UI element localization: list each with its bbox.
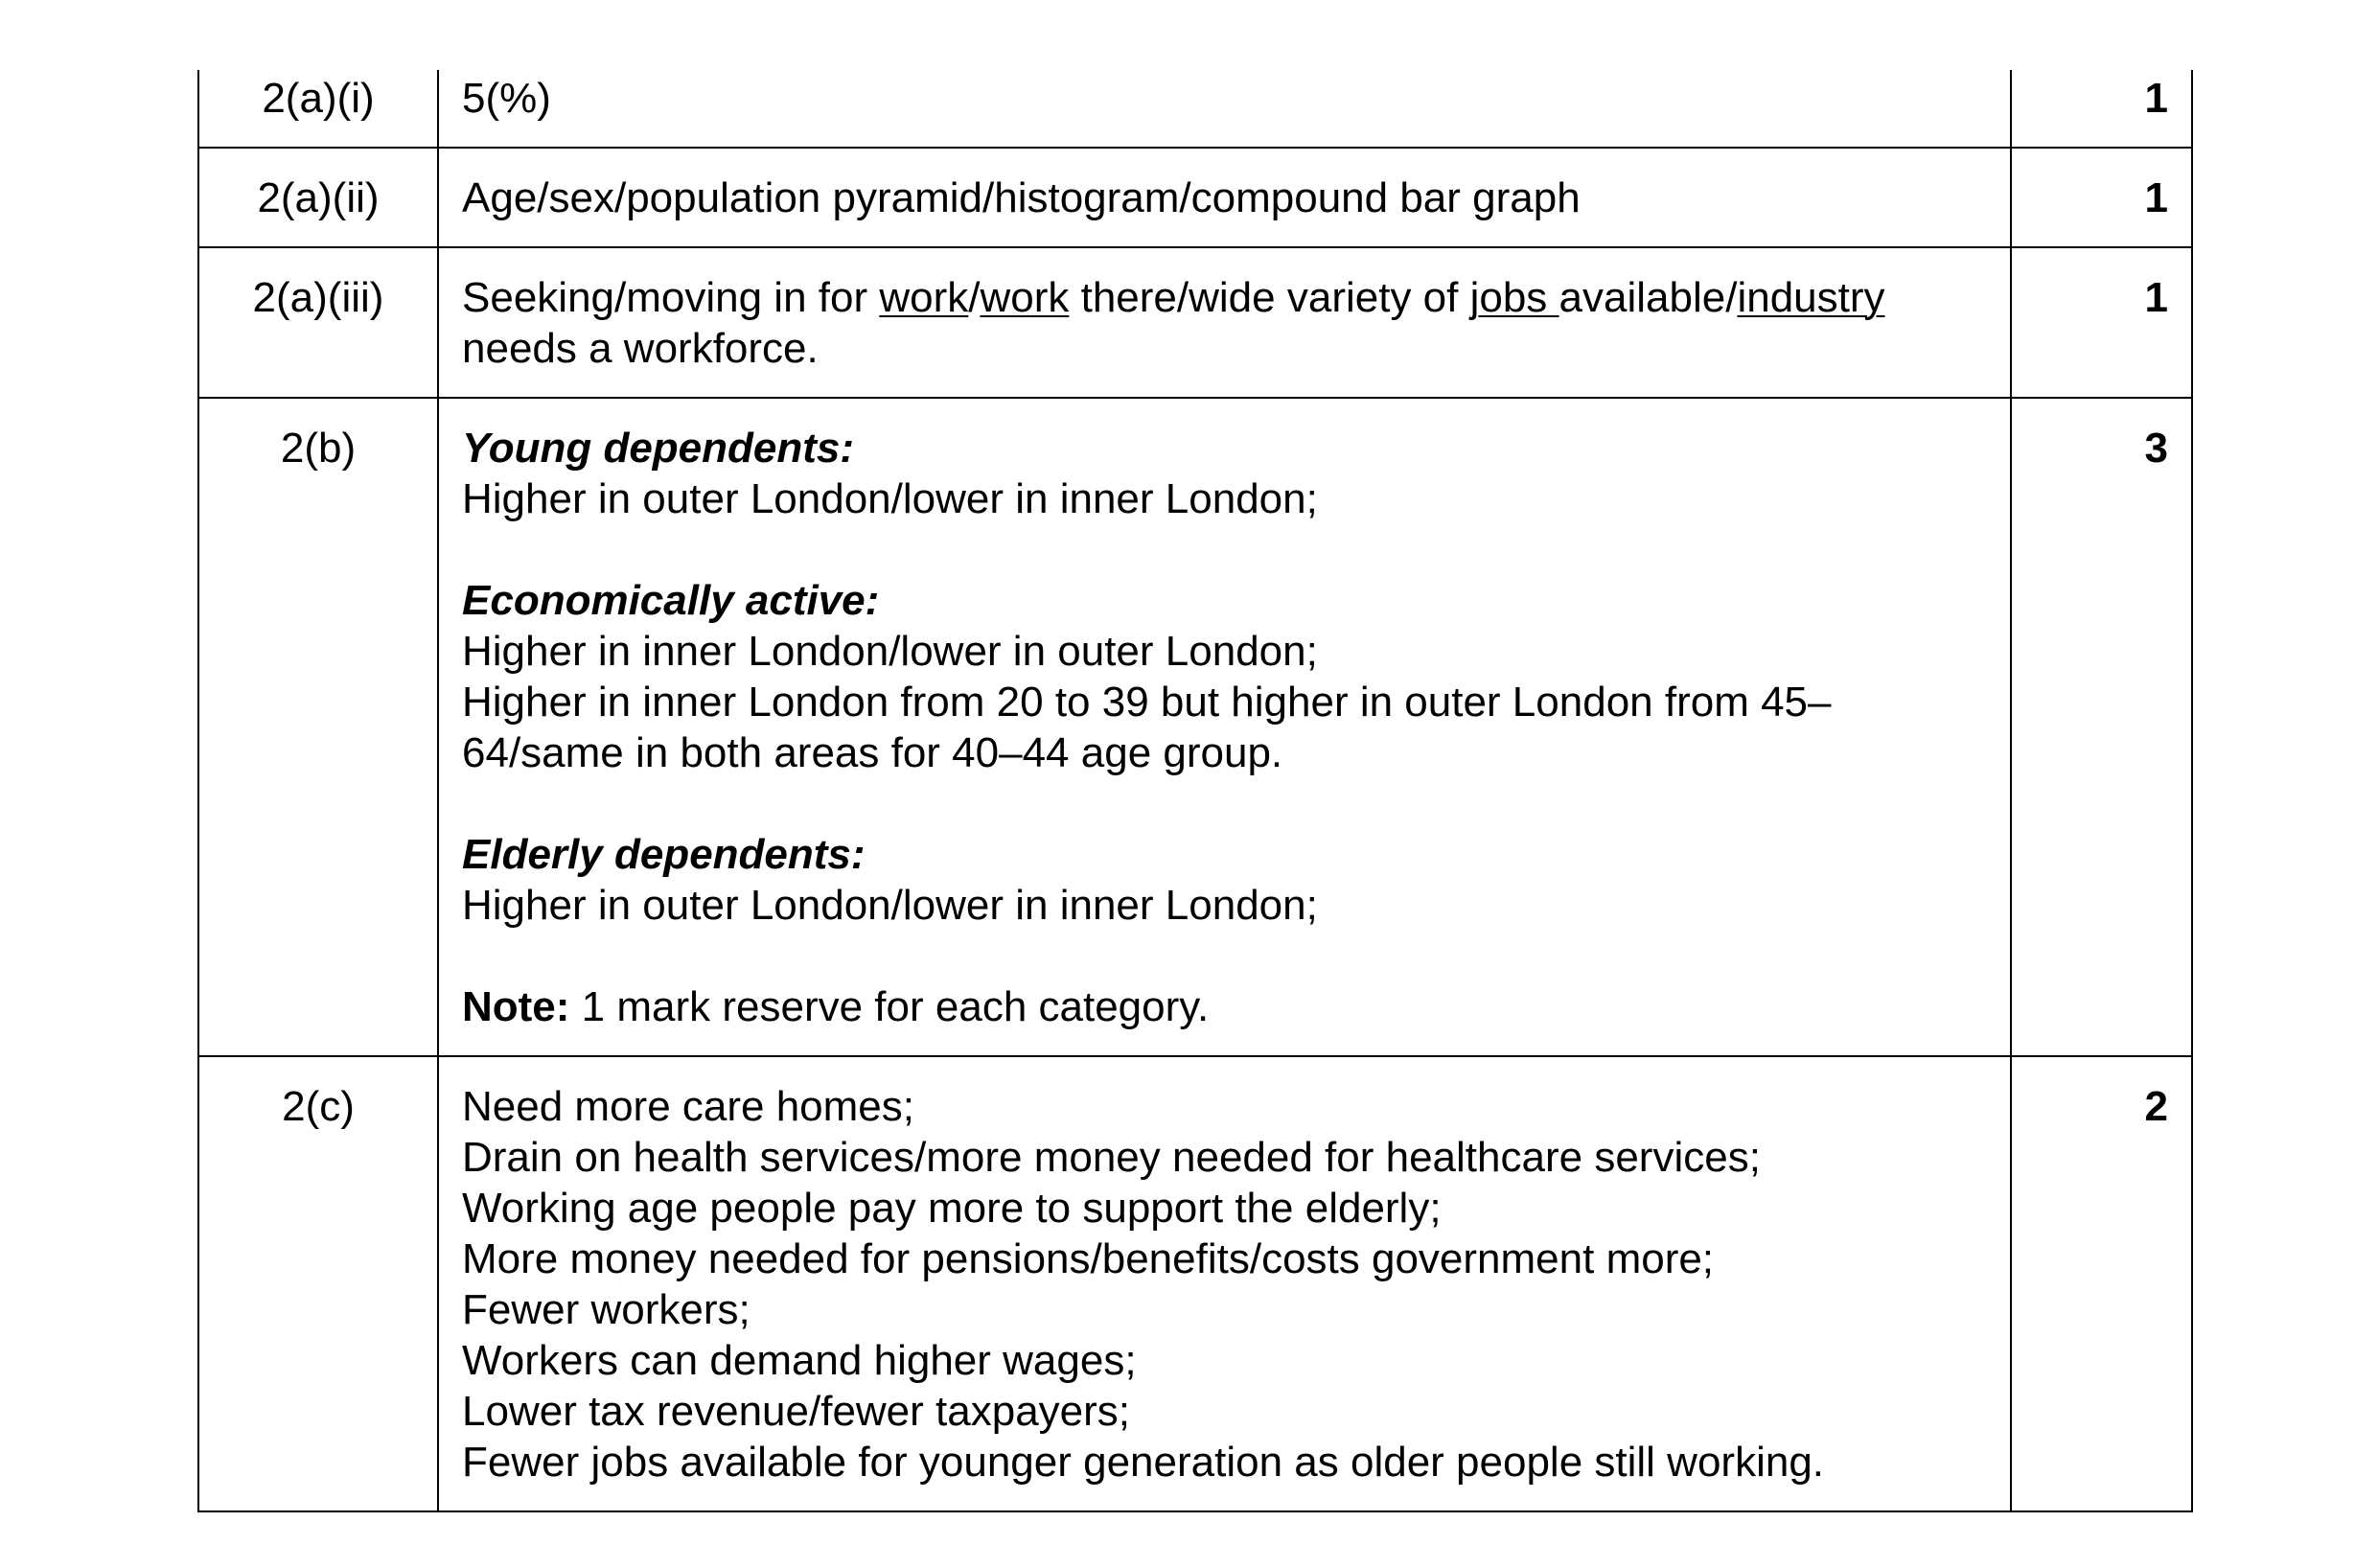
underlined-keyword: jobs bbox=[1469, 274, 1559, 321]
table-row bbox=[198, 247, 2192, 398]
marks-cell: 2 bbox=[2011, 1056, 2192, 1511]
answer-line: Higher in outer London/lower in inner London; bbox=[462, 882, 1318, 929]
answer-cell bbox=[438, 398, 2011, 1056]
answer-line: Drain on health services/more money needed for healthcare services; bbox=[462, 1134, 1761, 1181]
answer-line: 64/same in both areas for 40–44 age group. bbox=[462, 729, 1283, 776]
answer-line: Workers can demand higher wages; bbox=[462, 1337, 1137, 1384]
answer-cell bbox=[438, 247, 2011, 398]
category-heading: Elderly dependents: bbox=[462, 831, 866, 878]
mark-scheme-table bbox=[197, 70, 2193, 1512]
answer-line: Need more care homes; bbox=[462, 1083, 914, 1130]
underlined-keyword: work bbox=[879, 274, 969, 321]
category-heading: Economically active: bbox=[462, 577, 880, 624]
note-label: Note: bbox=[462, 983, 570, 1030]
underlined-keyword: work bbox=[980, 274, 1070, 321]
question-number: 2(a)(iii) bbox=[198, 247, 438, 398]
answer-line: Seeking/moving in for work/work there/wide variety of jobs available/industry bbox=[462, 274, 1885, 321]
answer-cell: 5(%) bbox=[438, 70, 2011, 148]
marks-cell: 1 bbox=[2011, 148, 2192, 247]
table-row bbox=[198, 148, 2192, 247]
table-row bbox=[198, 70, 2192, 148]
table-row bbox=[198, 398, 2192, 1056]
note-line: Note: 1 mark reserve for each category. bbox=[462, 983, 1210, 1030]
answer-line: needs a workforce. bbox=[462, 325, 819, 372]
category-heading: Young dependents: bbox=[462, 425, 855, 472]
answer-cell bbox=[438, 1056, 2011, 1511]
answer-line: Fewer jobs available for younger generation as older people still working. bbox=[462, 1439, 1825, 1486]
answer-line: Higher in inner London/lower in outer London; bbox=[462, 628, 1318, 675]
answer-line: Working age people pay more to support the elderly; bbox=[462, 1185, 1442, 1232]
answer-line: Higher in outer London/lower in inner London; bbox=[462, 475, 1318, 522]
answer-line: Lower tax revenue/fewer taxpayers; bbox=[462, 1388, 1131, 1435]
answer-line: Fewer workers; bbox=[462, 1286, 750, 1333]
marks-cell: 1 bbox=[2011, 70, 2192, 148]
underlined-keyword: industry bbox=[1737, 274, 1885, 321]
answer-cell: Age/sex/population pyramid/histogram/compound bar graph bbox=[438, 148, 2011, 247]
marks-cell: 1 bbox=[2011, 247, 2192, 398]
marks-cell: 3 bbox=[2011, 398, 2192, 1056]
question-number: 2(a)(ii) bbox=[198, 148, 438, 247]
answer-line: Higher in inner London from 20 to 39 but higher in outer London from 45– bbox=[462, 679, 1832, 726]
answer-line: More money needed for pensions/benefits/costs government more; bbox=[462, 1235, 1715, 1282]
question-number: 2(b) bbox=[198, 398, 438, 1056]
question-number: 2(c) bbox=[198, 1056, 438, 1511]
table-row bbox=[198, 1056, 2192, 1511]
question-number: 2(a)(i) bbox=[198, 70, 438, 148]
